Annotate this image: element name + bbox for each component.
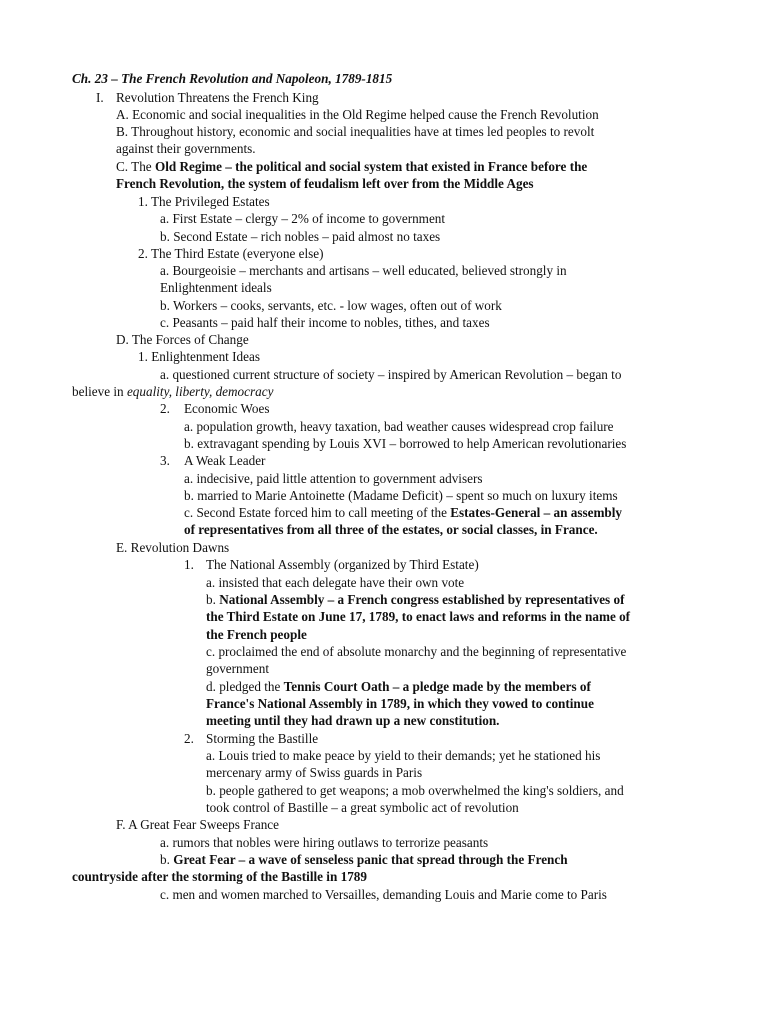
text-segment: D. The Forces of Change bbox=[116, 332, 249, 347]
text-segment: b. extravagant spending by Louis XVI – borrowed to help American revolutionaries bbox=[184, 436, 627, 451]
text-segment: b. Second Estate – rich nobles – paid almost no taxes bbox=[160, 229, 441, 244]
text-segment: 2. bbox=[184, 731, 194, 746]
text-line bbox=[184, 556, 194, 573]
text-segment: against their governments. bbox=[116, 141, 256, 156]
text-segment: 1. Enlightenment Ideas bbox=[138, 349, 260, 364]
italic-text: equality, liberty, democracy bbox=[126, 384, 274, 399]
text-segment: took control of Bastille – a great symbolic act of revolution bbox=[206, 800, 519, 815]
text-segment: B. Throughout history, economic and social inequalities have at times led peoples to revolt bbox=[116, 124, 595, 139]
text-segment: E. Revolution Dawns bbox=[116, 540, 230, 555]
text-line bbox=[116, 123, 594, 140]
text-segment: Economic Woes bbox=[184, 401, 270, 416]
bold-term-text: the French people bbox=[206, 627, 307, 642]
text-line bbox=[160, 262, 567, 279]
text-segment: c. proclaimed the end of absolute monarchy and the beginning of representative bbox=[206, 644, 627, 659]
text-segment: a. rumors that nobles were hiring outlaws to terrorize peasants bbox=[160, 835, 489, 850]
text-line bbox=[116, 140, 256, 157]
bold-term-text: Ch. 23 – The French Revolution and Napoleon, 1789-1815 bbox=[72, 71, 393, 86]
text-segment: A Weak Leader bbox=[184, 453, 266, 468]
text-segment: b. people gathered to get weapons; a mob overwhelmed the king's soldiers, and bbox=[206, 783, 624, 798]
text-line bbox=[160, 279, 272, 296]
text-line bbox=[184, 470, 482, 487]
text-line bbox=[160, 452, 170, 469]
text-line bbox=[206, 799, 519, 816]
text-line bbox=[184, 504, 622, 521]
bold-term-text: Old Regime – the political and social system that existed in France before the bbox=[154, 159, 588, 174]
text-line bbox=[206, 643, 626, 660]
text-segment: c. Second Estate forced him to call meeting of the bbox=[184, 505, 451, 520]
text-line bbox=[96, 89, 104, 106]
text-line bbox=[206, 678, 591, 695]
text-segment: b. bbox=[160, 852, 174, 867]
text-line bbox=[160, 210, 445, 227]
text-line bbox=[184, 521, 598, 538]
text-line bbox=[206, 608, 630, 625]
text-segment: a. First Estate – clergy – 2% of income to government bbox=[160, 211, 446, 226]
text-line bbox=[116, 175, 534, 192]
text-line bbox=[160, 314, 490, 331]
text-line bbox=[160, 834, 488, 851]
text-line bbox=[206, 574, 464, 591]
text-segment: a. Louis tried to make peace by yield to their demands; yet he stationed his bbox=[206, 748, 601, 763]
text-line bbox=[116, 539, 229, 556]
text-line bbox=[184, 487, 618, 504]
text-segment: A. Economic and social inequalities in the Old Regime helped cause the French Revolution bbox=[116, 107, 599, 122]
text-line bbox=[184, 400, 270, 417]
text-line bbox=[206, 782, 624, 799]
text-line bbox=[138, 245, 324, 262]
text-segment: 2. The Third Estate (everyone else) bbox=[138, 246, 324, 261]
text-segment: a. population growth, heavy taxation, bad weather causes widespread crop failure bbox=[184, 419, 614, 434]
text-line bbox=[116, 106, 599, 123]
bold-term-text: meeting until they had drawn up a new constitution. bbox=[206, 713, 500, 728]
text-segment: mercenary army of Swiss guards in Paris bbox=[206, 765, 423, 780]
text-segment: Revolution Threatens the French King bbox=[116, 90, 319, 105]
text-line bbox=[206, 556, 479, 573]
bold-term-text: Estates-General – an assembly bbox=[450, 505, 623, 520]
bold-term-text: Great Fear – a wave of senseless panic that spread through the French bbox=[173, 852, 568, 867]
bold-term-text: National Assembly – a French congress established by representatives of bbox=[219, 592, 625, 607]
text-segment: a. indecisive, paid little attention to government advisers bbox=[184, 471, 483, 486]
text-line bbox=[206, 730, 318, 747]
text-line bbox=[206, 626, 307, 643]
bold-term-text: France's National Assembly in 1789, in which they vowed to continue bbox=[206, 696, 594, 711]
text-segment: Enlightenment ideals bbox=[160, 280, 272, 295]
text-segment: 3. bbox=[160, 453, 170, 468]
text-segment: government bbox=[206, 661, 269, 676]
bold-term-text: Tennis Court Oath – a pledge made by the members of bbox=[283, 679, 591, 694]
text-segment: The National Assembly (organized by Third Estate) bbox=[206, 557, 479, 572]
text-segment: a. insisted that each delegate have their own vote bbox=[206, 575, 465, 590]
text-line bbox=[206, 660, 269, 677]
text-line bbox=[160, 297, 502, 314]
text-line bbox=[160, 366, 621, 383]
text-line bbox=[116, 89, 319, 106]
text-line bbox=[160, 228, 440, 245]
text-line bbox=[184, 418, 614, 435]
text-line bbox=[72, 383, 273, 400]
text-segment: a. Bourgeoisie – merchants and artisans – well educated, believed strongly in bbox=[160, 263, 567, 278]
text-segment: believe in bbox=[72, 384, 127, 399]
text-line bbox=[206, 695, 594, 712]
text-segment: c. Peasants – paid half their income to nobles, tithes, and taxes bbox=[160, 315, 490, 330]
text-segment: 1. bbox=[184, 557, 194, 572]
bold-term-text: of representatives from all three of the estates, or social classes, in France. bbox=[184, 522, 598, 537]
text-segment: c. men and women marched to Versailles, demanding Louis and Marie come to Paris bbox=[160, 887, 607, 902]
text-line bbox=[138, 193, 270, 210]
text-line bbox=[206, 747, 600, 764]
text-segment: Storming the Bastille bbox=[206, 731, 319, 746]
text-segment: b. bbox=[206, 592, 220, 607]
text-line bbox=[184, 452, 265, 469]
text-line bbox=[72, 868, 367, 885]
text-line bbox=[160, 400, 170, 417]
text-line bbox=[160, 886, 607, 903]
text-segment: 2. bbox=[160, 401, 170, 416]
text-line bbox=[206, 764, 422, 781]
bold-term-text: the Third Estate on June 17, 1789, to enact laws and reforms in the name of bbox=[206, 609, 631, 624]
bold-term-text: French Revolution, the system of feudalism left over from the Middle Ages bbox=[116, 176, 534, 191]
bold-term-text: countryside after the storming of the Bastille in 1789 bbox=[72, 869, 367, 884]
text-line bbox=[116, 331, 249, 348]
text-line bbox=[116, 158, 587, 175]
text-segment: F. A Great Fear Sweeps France bbox=[116, 817, 280, 832]
text-line bbox=[184, 435, 626, 452]
document-title bbox=[72, 70, 392, 87]
text-segment: b. married to Marie Antoinette (Madame Deficit) – spent so much on luxury items bbox=[184, 488, 618, 503]
text-segment: d. pledged the bbox=[206, 679, 284, 694]
text-segment: b. Workers – cooks, servants, etc. - low wages, often out of work bbox=[160, 298, 502, 313]
text-segment: a. questioned current structure of society – inspired by American Revolution – began to bbox=[160, 367, 622, 382]
text-line bbox=[138, 348, 260, 365]
text-line bbox=[160, 851, 568, 868]
text-line bbox=[206, 591, 624, 608]
text-line bbox=[116, 816, 279, 833]
text-segment: 1. The Privileged Estates bbox=[138, 194, 270, 209]
text-segment: C. The bbox=[116, 159, 155, 174]
text-line bbox=[184, 730, 194, 747]
text-segment: I. bbox=[96, 90, 104, 105]
text-line bbox=[206, 712, 499, 729]
